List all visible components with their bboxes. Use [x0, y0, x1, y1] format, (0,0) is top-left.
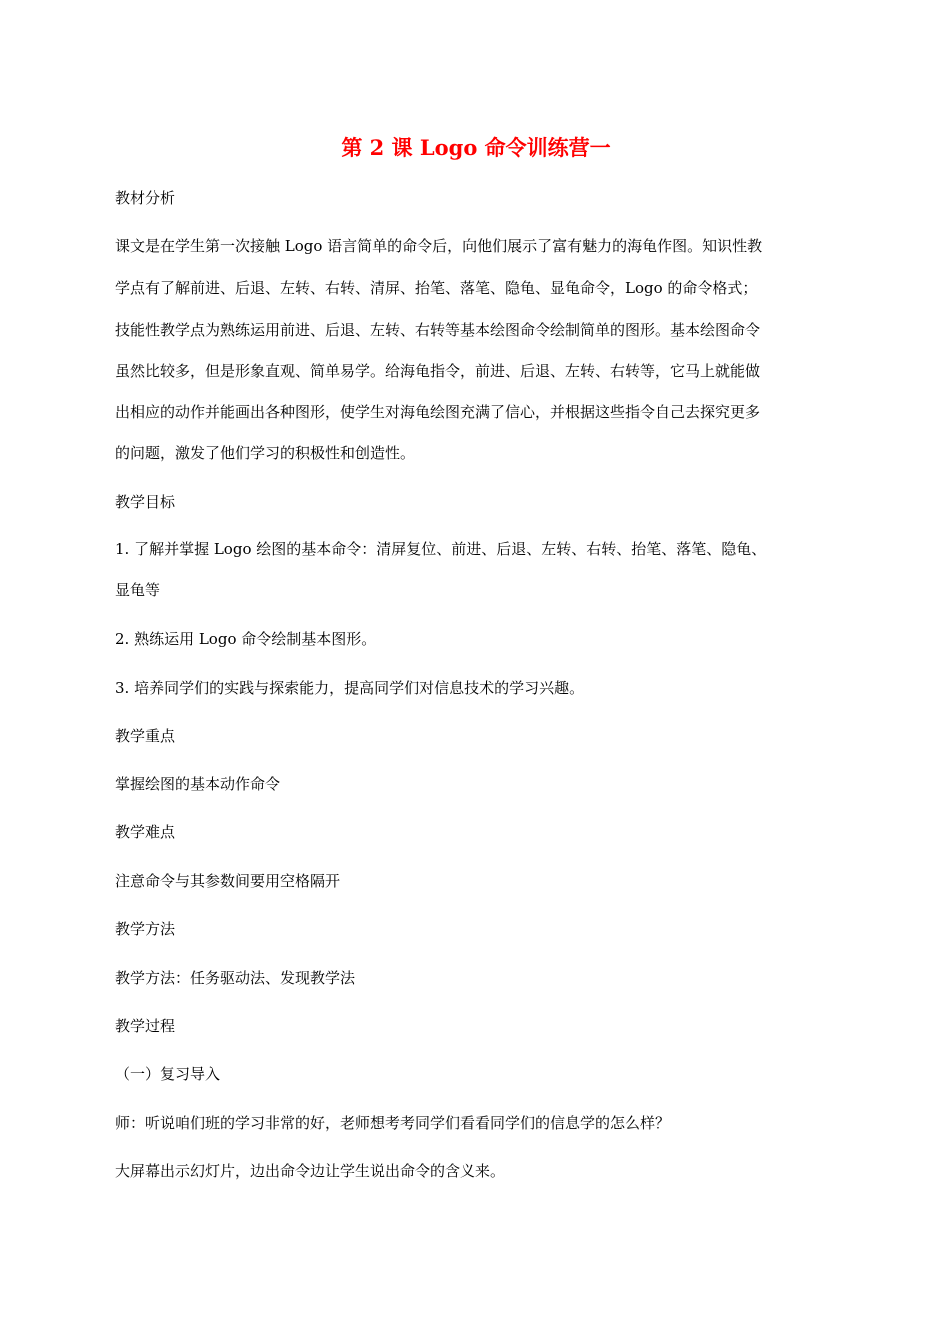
process-instruction: 大屏幕出示幻灯片，边出命令边让学生说出命令的含义来。	[115, 1162, 506, 1180]
key-points-text: 掌握绘图的基本动作命令	[115, 775, 281, 793]
paragraph-line: 虽然比较多，但是形象直观、简单易学。给海龟指令，前进、后退、左转、右转等，它马上就能做	[115, 362, 761, 380]
teaching-method-text: 教学方法：任务驱动法、发现教学法	[115, 969, 356, 987]
paragraph-line: 学点有了解前进、后退、左转、右转、清屏、抬笔、落笔、隐龟、显龟命令，Logo 的命令格式；	[115, 279, 758, 297]
paragraph-line: 的问题，激发了他们学习的积极性和创造性。	[115, 444, 416, 462]
goal-item-2: 2. 熟练运用 Logo 命令绘制基本图形。	[115, 630, 377, 648]
heading-teaching-goals: 教学目标	[115, 493, 176, 511]
paragraph-line: 课文是在学生第一次接触 Logo 语言简单的命令后，向他们展示了富有魅力的海龟作图。知识性教	[115, 237, 763, 255]
goal-item-1-continued: 显龟等	[115, 581, 161, 599]
paragraph-line: 出相应的动作并能画出各种图形，使学生对海龟绘图充满了信心，并根据这些指令自己去探究更多	[115, 403, 761, 421]
heading-key-points: 教学重点	[115, 727, 176, 745]
heading-teaching-process: 教学过程	[115, 1017, 176, 1035]
paragraph-line: 技能性教学点为熟练运用前进、后退、左转、右转等基本绘图命令绘制简单的图形。基本绘图命令	[115, 321, 761, 339]
teacher-dialogue: 师：听说咱们班的学习非常的好，老师想考考同学们看看同学们的信息学的怎么样？	[115, 1114, 671, 1132]
goal-item-3: 3. 培养同学们的实践与探索能力，提高同学们对信息技术的学习兴趣。	[115, 679, 585, 697]
goal-item-1: 1. 了解并掌握 Logo 绘图的基本命令：清屏复位、前进、后退、左转、右转、抬笔、落笔、隐龟、	[115, 540, 767, 558]
difficulties-text: 注意命令与其参数间要用空格隔开	[115, 872, 341, 890]
heading-textbook-analysis: 教材分析	[115, 189, 176, 207]
page-title: 第 2 课 Logo 命令训练营一	[341, 135, 611, 160]
heading-teaching-method: 教学方法	[115, 920, 176, 938]
heading-difficulties: 教学难点	[115, 823, 176, 841]
process-step-1: （一）复习导入	[115, 1065, 221, 1083]
